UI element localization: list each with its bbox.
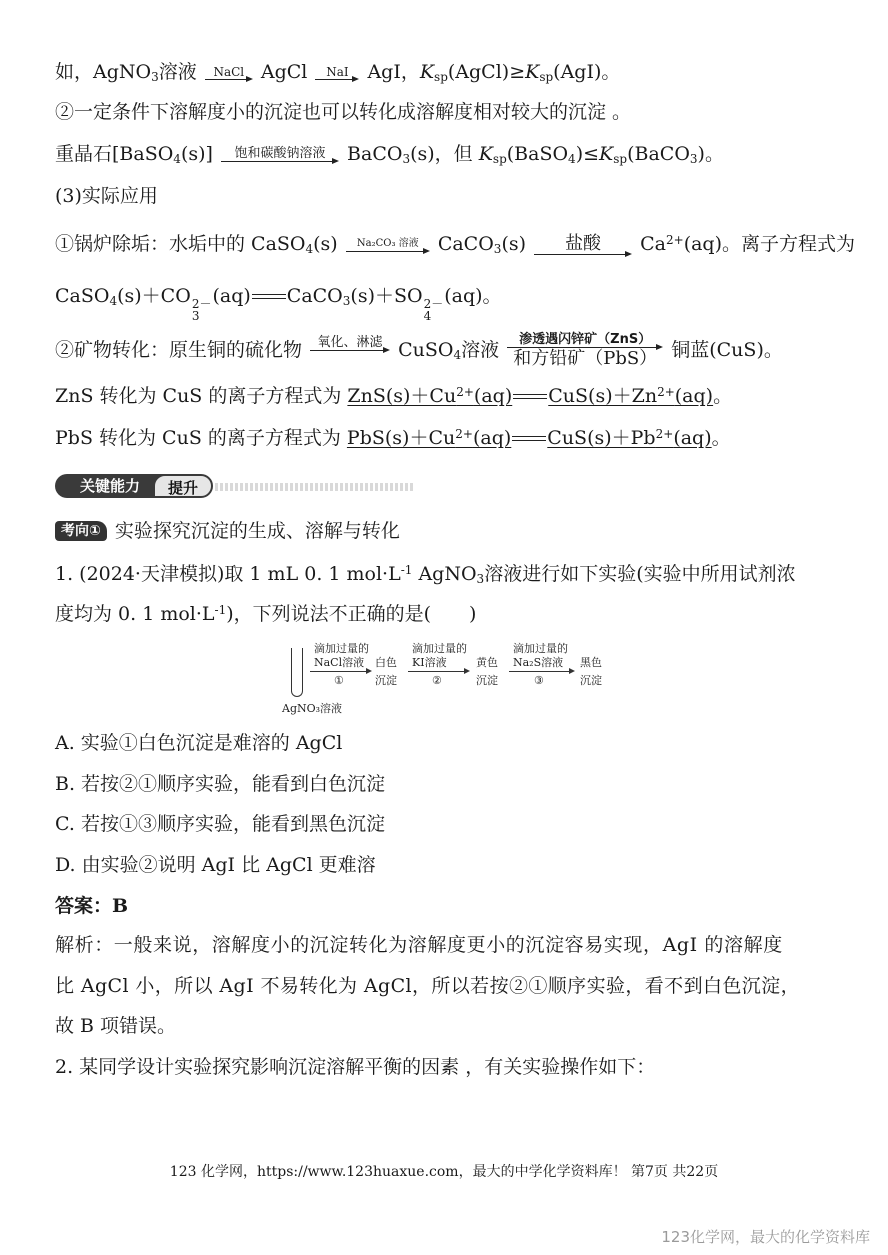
reaction-arrow: 饱和碳酸钠溶液: [221, 147, 339, 163]
step2-number: ②: [432, 674, 442, 687]
result1-precipitate: 沉淀: [375, 674, 397, 687]
banner-key-ability: 关键能力: [55, 474, 165, 498]
result3-color: 黑色: [580, 656, 602, 669]
test-tube-icon: [291, 648, 303, 697]
result3-precipitate: 沉淀: [580, 674, 602, 687]
line-zns-to-cus: ZnS 转化为 CuS 的离子方程式为 $ZnS(s)+Cu^{2+}(aq)$ $CuS(s)+Zn^{2+}(aq)$。: [55, 385, 733, 407]
reaction-arrow: NaCl: [205, 65, 253, 81]
equilibrium-arrow: [512, 434, 546, 444]
section-badge: 考向①: [55, 521, 107, 541]
answer-label: 答案：: [55, 895, 113, 917]
line-agno3-conversion: 如，AgNO$_3$溶液 NaCl AgCl NaI AgI，$K_{sp}(AgCl)\ge K_{sp}(AgI)$。: [55, 61, 621, 84]
line-ionic-equation-caso4: CaSO$_4$(s)＋CO 2－ 3 (aq) CaCO$_3$(s)＋SO 2－ 4 (aq)。: [55, 285, 502, 323]
equilibrium-arrow: [252, 292, 286, 302]
question-2: 2. 某同学设计实验探究影响沉淀溶解平衡的因素 ，有关实验操作如下：: [55, 1056, 656, 1078]
question-1-line2: 度均为 0. 1 $mol\cdot L^{-1}$)，下列说法不正确的是( ): [55, 603, 477, 625]
reaction-arrow: Na₂CO₃ 溶液: [346, 237, 430, 253]
answer: [55, 894, 128, 918]
question-1-line1: 1. (2024·天津模拟)取 1 mL 0. 1 $mol\cdot L^{-1}$ AgNO$_3$溶液进行如下实验(实验中所用试剂浓: [55, 563, 796, 586]
result2-color: 黄色: [476, 656, 498, 669]
line-pbs-to-cus: PbS 转化为 CuS 的离子方程式为 $PbS(s)+Cu^{2+}(aq)$ $CuS(s)+Pb^{2+}(aq)$。: [55, 427, 731, 449]
reaction-arrow: 盐酸: [534, 234, 632, 256]
line-mineral-conversion: ②矿物转化：原生铜的硫化物 氧化、淋滤 CuSO$_4$溶液 渗透遇闪锌矿（ZnS） 和方铅矿（PbS） 铜蓝(CuS)。: [55, 332, 783, 369]
step1-arrow: [310, 671, 372, 673]
answer-value: B: [112, 895, 129, 917]
section-title: [55, 519, 400, 543]
line-barite: 重晶石[BaSO$_4$(s)] 饱和碳酸钠溶液 BaCO$_3$(s)，但 $K_{sp}(BaSO_4)\le K_{sp}(BaCO_3)$。: [55, 143, 724, 166]
step2-arrow: [408, 671, 470, 673]
tube-label: AgNO₃溶液: [282, 702, 343, 715]
analysis-line3: 故 B 项错误。: [55, 1015, 177, 1037]
line-conversion-note: ②一定条件下溶解度小的沉淀也可以转化成溶解度相对较大的沉淀 。: [55, 101, 632, 123]
reaction-arrow: NaI: [315, 65, 359, 81]
step1-number: ①: [334, 674, 344, 687]
equilibrium-arrow: [513, 392, 547, 402]
step2-add: 滴加过量的: [412, 642, 467, 655]
analysis-line2: 比 AgCl 小，所以 AgI 不易转化为 AgCl，所以若按②①顺序实验，看不到白色沉淀，: [55, 975, 800, 997]
watermark: 123化学网，最大的化学资料库: [661, 1228, 870, 1246]
option-a: A. 实验①白色沉淀是难溶的 AgCl: [55, 732, 343, 754]
step3-add: 滴加过量的: [513, 642, 568, 655]
option-b: B. 若按②①顺序实验，能看到白色沉淀: [55, 773, 386, 795]
reaction-arrow: 渗透遇闪锌矿（ZnS） 和方铅矿（PbS）: [507, 333, 663, 369]
reaction-arrow: 氧化、淋滤: [310, 336, 390, 366]
line-boiler-descaling: ①锅炉除垢：水垢中的 CaSO$_4$(s) Na₂CO₃ 溶液 CaCO$_3$(s) 盐酸 $Ca^{2+}(aq)$。离子方程式为: [55, 233, 856, 256]
step1-reagent: NaCl溶液: [314, 656, 365, 669]
option-d: D. 由实验②说明 AgI 比 AgCl 更难溶: [55, 854, 376, 876]
step3-arrow: [509, 671, 575, 673]
section-heading-application: (3)实际应用: [55, 185, 158, 207]
step1-add: 滴加过量的: [314, 642, 369, 655]
result1-color: 白色: [375, 656, 397, 669]
section-title-text: 实验探究沉淀的生成、溶解与转化: [114, 520, 400, 542]
option-c: C. 若按①③顺序实验，能看到黑色沉淀: [55, 813, 385, 835]
banner-stripe: [215, 483, 415, 491]
experiment-diagram: [282, 640, 612, 720]
step3-reagent: Na₂S溶液: [513, 656, 564, 669]
banner-improve: 提升: [153, 474, 213, 498]
step3-number: ③: [534, 674, 544, 687]
page-footer: 123 化学网，https://www.123huaxue.com，最大的中学化学资料库！ 第7页 共22页: [169, 1164, 719, 1180]
key-ability-banner: [55, 473, 415, 499]
step2-reagent: KI溶液: [412, 656, 447, 669]
result2-precipitate: 沉淀: [476, 674, 498, 687]
analysis-line1: 解析：一般来说，溶解度小的沉淀转化为溶解度更小的沉淀容易实现，AgI 的溶解度: [55, 934, 783, 956]
